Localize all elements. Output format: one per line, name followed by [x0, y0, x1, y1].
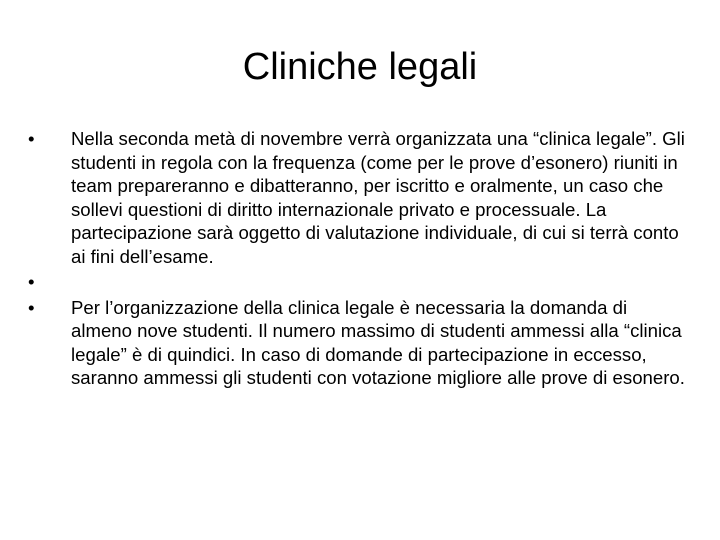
bullet-marker: • [28, 128, 35, 149]
bullet-marker: • [28, 271, 35, 292]
bullet-text: Nella seconda metà di novembre verrà organizzata una “clinica legale”. Gli studenti in regola con la frequenza (come per le prove d’esonero) riuniti in team prepareranno e dibatteranno, per iscritto e oralmente, un caso che sollevi questioni di diritto internazionale privato e processuale. La partecipazione sarà oggetto di valutazione individuale, di cui si terrà conto ai fini dell’esame. [71, 128, 685, 267]
bullet-item [28, 296, 688, 390]
slide-title: Cliniche legali [242, 46, 478, 88]
bullet-text: Per l’organizzazione della clinica legale è necessaria la domanda di almeno nove studenti. Il numero massimo di studenti ammessi alla “clinica legale” è di quindici. In caso di domande di partecipazione in eccesso, saranno ammessi gli studenti con votazione migliore alle prove di esonero. [71, 296, 685, 388]
bullet-item [28, 127, 688, 268]
bullet-item-empty [28, 270, 688, 294]
bullet-marker: • [28, 296, 35, 318]
bullet-list [28, 127, 688, 390]
